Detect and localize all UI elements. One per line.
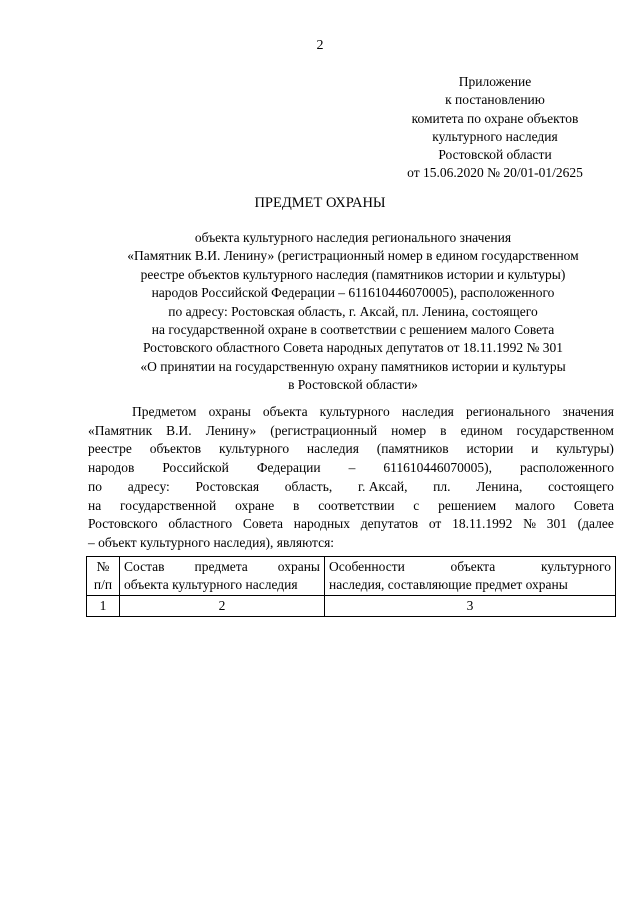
word: область,	[284, 478, 333, 494]
table-row	[87, 596, 616, 617]
word: охране	[235, 497, 275, 513]
word: Ростовская	[195, 478, 260, 494]
word: объектов	[149, 441, 202, 457]
subject-line: на государственной охране в соответствии с решением малого Совета	[151, 322, 555, 338]
header-cell-number	[87, 557, 120, 596]
word: объекта	[262, 404, 308, 419]
paragraph-line: – объект культурного наследия), являются:	[88, 534, 335, 550]
header-text: наследия, составляющие предмет охраны	[329, 577, 568, 592]
page-number: 2	[316, 38, 324, 53]
header-text	[329, 558, 611, 576]
header-cell-features	[325, 557, 616, 596]
word: культурного	[319, 404, 390, 419]
table-header-row	[87, 557, 616, 596]
word: (регистрационный	[270, 422, 378, 438]
word: В.И.	[166, 422, 192, 438]
word: народных	[293, 516, 350, 532]
word: с	[413, 497, 420, 513]
word: состоящего	[548, 478, 614, 494]
word: охраны	[208, 404, 251, 419]
word: наследия	[401, 404, 454, 419]
header-text: п/п	[93, 577, 113, 592]
word: пл.	[433, 478, 451, 494]
word: 301	[546, 516, 567, 532]
paragraph-line	[88, 478, 614, 497]
word: областного	[168, 516, 233, 532]
word: Российской	[162, 460, 229, 476]
header-cell-composition	[120, 557, 325, 596]
word: на	[88, 497, 102, 513]
word: и	[531, 441, 539, 457]
word: 611610446070005),	[383, 460, 492, 476]
paragraph-line	[88, 515, 614, 534]
appendix-block	[380, 73, 610, 183]
word: соответствии	[318, 497, 395, 513]
paragraph-line	[88, 440, 614, 459]
subject-block	[88, 229, 618, 395]
appendix-line: комитета по охране объектов	[411, 110, 579, 126]
subject-line: объекта культурного наследия регионального значения	[194, 230, 512, 245]
header-text: объекта культурного наследия	[124, 577, 298, 592]
word: охраны	[277, 559, 320, 574]
word: наследия	[306, 441, 359, 457]
word: «Памятник	[88, 422, 153, 438]
word: культурного	[540, 559, 611, 574]
appendix-line: культурного наследия	[432, 128, 558, 144]
word: культурного	[219, 441, 290, 457]
word: –	[348, 460, 356, 476]
body-paragraph	[88, 403, 614, 553]
header-text: №	[96, 559, 110, 574]
word: государственной	[120, 497, 217, 513]
paragraph-line	[88, 422, 614, 441]
word: Предметом	[132, 404, 197, 419]
table-cell: 1	[87, 596, 120, 617]
word: Состав	[124, 559, 165, 574]
subject-line: народов Российской Федерации – 611610446070005), расположенного	[151, 285, 555, 301]
word: №	[523, 516, 536, 532]
word: Федерации	[256, 460, 321, 476]
word: культуры)	[556, 441, 614, 457]
word: реестре	[88, 441, 132, 457]
word: значения	[562, 404, 614, 419]
word: объекта	[450, 559, 496, 574]
word: истории	[466, 441, 514, 457]
subject-line: «Памятник В.И. Ленину» (регистрационный номер в едином государственном	[127, 248, 579, 264]
word: г. Аксай,	[357, 478, 408, 494]
paragraph-line	[88, 497, 614, 516]
paragraph-line	[88, 459, 614, 478]
document-title: ПРЕДМЕТ ОХРАНЫ	[254, 195, 386, 211]
appendix-line: от 15.06.2020 № 20/01-01/2625	[407, 165, 583, 181]
word: Особенности	[329, 559, 405, 574]
word: расположенного	[520, 460, 614, 476]
appendix-line: Приложение	[458, 74, 532, 89]
word: 18.11.1992	[452, 516, 513, 532]
word: (памятников	[376, 441, 449, 457]
table-cell: 3	[325, 596, 616, 617]
subject-line: Ростовского областного Совета народных депутатов от 18.11.1992 № 301	[143, 340, 563, 356]
subject-line: реестре объектов культурного наследия (памятников истории и культуры)	[140, 266, 566, 282]
appendix-line: к постановлению	[445, 92, 545, 108]
word: регионального	[465, 404, 551, 419]
word: Совета	[573, 497, 614, 513]
word: Совета	[242, 516, 284, 532]
table-cell: 2	[120, 596, 325, 617]
word: Ростовского	[88, 516, 158, 532]
word: в	[440, 422, 447, 438]
word: в	[293, 497, 300, 513]
subject-line: в Ростовской области»	[288, 377, 418, 393]
word: по	[88, 478, 102, 494]
word: адресу:	[127, 478, 170, 494]
word: малого	[515, 497, 556, 513]
word: Ленина,	[476, 478, 523, 494]
protection-table	[86, 556, 616, 617]
word: государственном	[516, 422, 614, 438]
appendix-line: Ростовской области	[438, 147, 552, 163]
header-text	[124, 558, 320, 576]
word: народов	[88, 460, 135, 476]
word: решением	[438, 497, 497, 513]
paragraph-line	[88, 403, 614, 422]
word: предмета	[194, 559, 248, 574]
word: Ленину»	[205, 422, 257, 438]
word: едином	[460, 422, 503, 438]
word: номер	[391, 422, 427, 438]
subject-line: по адресу: Ростовская область, г. Аксай, пл. Ленина, состоящего	[168, 303, 538, 319]
word: депутатов	[360, 516, 419, 532]
word: от	[428, 516, 442, 532]
subject-line: «О принятии на государственную охрану памятников истории и культуры	[140, 358, 566, 374]
word: (далее	[577, 516, 614, 532]
